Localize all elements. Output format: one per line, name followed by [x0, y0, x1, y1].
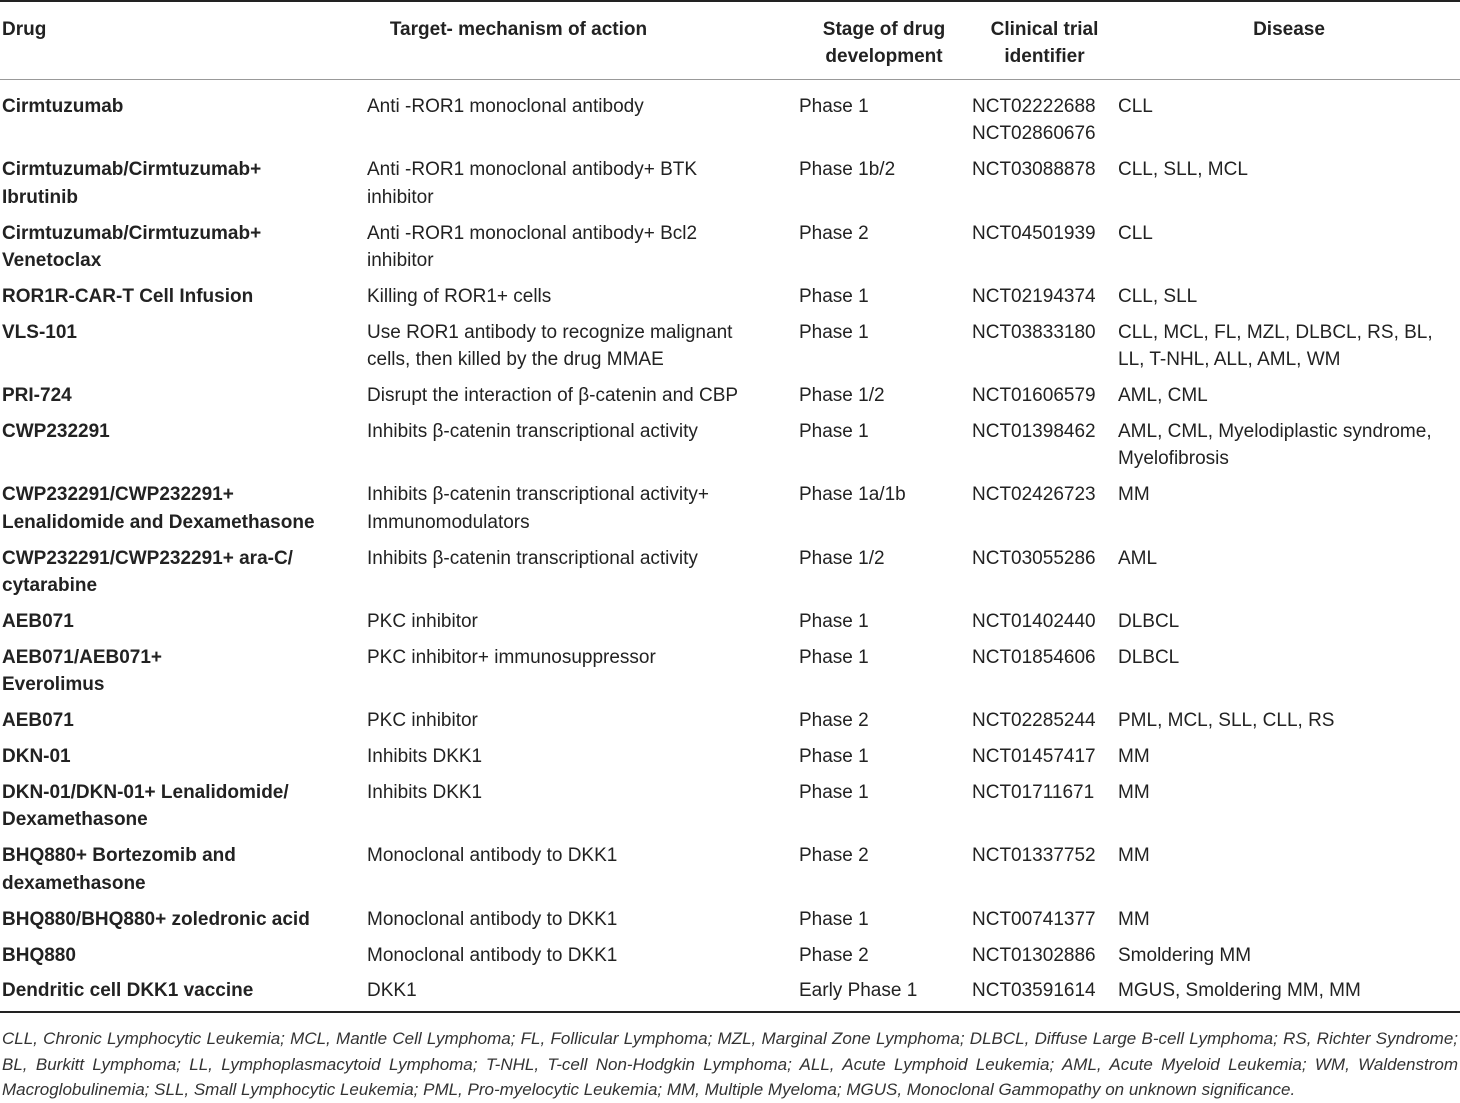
cell-drug-line: VLS-101 — [2, 321, 77, 343]
table-row — [0, 834, 1460, 897]
table-row — [0, 310, 1460, 373]
cell-drug — [0, 80, 366, 148]
cell-disease — [1118, 211, 1460, 274]
header-stage-line2: development — [825, 46, 943, 67]
header-disease: Disease — [1118, 1, 1460, 80]
cell-stage: Phase 1 — [799, 646, 869, 668]
cell-disease-line: AML, CML — [1118, 385, 1208, 407]
cell-drug-line: Cirmtuzumab — [2, 96, 124, 117]
cell-disease — [1118, 933, 1460, 969]
cell-drug — [0, 374, 366, 410]
cell-stage: Phase 1 — [799, 321, 869, 343]
cell-drug-line: AEB071/AEB071+ — [2, 646, 163, 668]
cell-target-line: PKC inhibitor — [367, 611, 478, 632]
cell-target-line: Anti -ROR1 monoclonal antibody+ BTK — [367, 159, 698, 181]
cell-drug-line: PRI-724 — [2, 385, 72, 407]
cell-drug-line: Cirmtuzumab/Cirmtuzumab+ — [2, 159, 262, 181]
cell-drug-line: Venetoclax — [2, 250, 102, 272]
cell-target — [366, 473, 797, 536]
cell-stage: Phase 1b/2 — [799, 159, 896, 181]
cell-trial-line: NCT04501939 — [972, 222, 1096, 244]
cell-target — [366, 80, 797, 148]
cell-disease — [1118, 374, 1460, 410]
cell-target — [366, 310, 797, 373]
cell-drug-line: BHQ880/BHQ880+ zoledronic acid — [2, 908, 310, 930]
cell-disease-line: MM — [1118, 782, 1150, 804]
cell-trial — [971, 735, 1118, 771]
cell-target-line: Anti -ROR1 monoclonal antibody+ Bcl2 — [367, 222, 698, 244]
cell-target — [366, 374, 797, 410]
cell-trial-line: NCT01402440 — [972, 611, 1096, 632]
cell-trial — [971, 211, 1118, 274]
cell-drug-line: Lenalidomide and Dexamethasone — [2, 511, 315, 533]
cell-drug-line: CWP232291/CWP232291+ — [2, 484, 234, 506]
cell-target-line: Inhibits β-catenin transcriptional activity — [367, 421, 698, 443]
header-trial — [971, 1, 1118, 80]
header-drug: Drug — [0, 1, 366, 80]
table-row — [0, 374, 1460, 410]
cell-disease-line: CLL, MCL, FL, MZL, DLBCL, RS, BL, — [1118, 321, 1433, 343]
cell-disease — [1118, 473, 1460, 536]
cell-target-line: Monoclonal antibody to DKK1 — [367, 944, 618, 966]
cell-disease-line: Myelofibrosis — [1118, 448, 1229, 470]
cell-trial-line: NCT02426723 — [972, 484, 1096, 506]
cell-target — [366, 274, 797, 310]
cell-disease-line: MM — [1118, 484, 1150, 506]
header-stage — [797, 1, 971, 80]
cell-drug-line: dexamethasone — [2, 872, 146, 894]
table-row — [0, 80, 1460, 148]
cell-target — [366, 211, 797, 274]
cell-target — [366, 536, 797, 599]
cell-target-line: Killing of ROR1+ cells — [367, 285, 552, 307]
cell-trial — [971, 274, 1118, 310]
cell-target — [366, 969, 797, 1012]
cell-target-line: inhibitor — [367, 250, 434, 272]
cell-drug — [0, 834, 366, 897]
cell-drug — [0, 933, 366, 969]
cell-disease — [1118, 699, 1460, 735]
cell-disease-line: LL, T-NHL, ALL, AML, WM — [1118, 349, 1341, 371]
cell-target-line: PKC inhibitor+ immunosuppressor — [367, 646, 656, 668]
cell-disease — [1118, 148, 1460, 211]
cell-target-line: DKK1 — [367, 980, 417, 1002]
cell-target — [366, 699, 797, 735]
cell-disease-line: CLL, SLL — [1118, 285, 1198, 307]
cell-trial — [971, 600, 1118, 636]
cell-drug — [0, 274, 366, 310]
cell-drug-line: DKN-01 — [2, 746, 71, 768]
header-stage-line1: Stage of drug — [822, 19, 946, 40]
cell-trial — [971, 374, 1118, 410]
cell-stage: Phase 1 — [799, 611, 869, 632]
cell-drug — [0, 699, 366, 735]
cell-trial-line: NCT02194374 — [972, 285, 1096, 307]
table-row — [0, 473, 1460, 536]
cell-trial — [971, 80, 1118, 148]
cell-trial — [971, 933, 1118, 969]
cell-trial — [971, 410, 1118, 473]
table-row — [0, 771, 1460, 834]
header-target: Target- mechanism of action — [366, 1, 797, 80]
cell-stage: Phase 1 — [799, 285, 869, 307]
cell-drug — [0, 536, 366, 599]
cell-target — [366, 933, 797, 969]
cell-stage: Phase 1 — [799, 782, 869, 804]
cell-disease — [1118, 80, 1460, 148]
cell-trial-line: NCT01457417 — [972, 746, 1096, 768]
cell-target-line: Use ROR1 antibody to recognize malignant — [367, 321, 733, 343]
cell-trial-line: NCT01337752 — [972, 845, 1096, 867]
cell-disease-line: CLL — [1118, 96, 1153, 117]
cell-stage: Phase 1/2 — [799, 547, 885, 569]
cell-drug-line: BHQ880+ Bortezomib and — [2, 845, 236, 867]
cell-drug-line: ROR1R-CAR-T Cell Infusion — [2, 285, 254, 307]
table-row — [0, 897, 1460, 933]
table-row — [0, 969, 1460, 1012]
cell-trial-line: NCT01711671 — [972, 782, 1095, 804]
cell-target-line: Monoclonal antibody to DKK1 — [367, 908, 618, 930]
cell-trial-line: NCT03088878 — [972, 159, 1096, 181]
table-row — [0, 410, 1460, 473]
cell-drug — [0, 600, 366, 636]
cell-drug — [0, 473, 366, 536]
cell-disease-line: AML, CML, Myelodiplastic syndrome, — [1118, 421, 1432, 443]
cell-drug — [0, 735, 366, 771]
cell-trial-line: NCT03833180 — [972, 321, 1096, 343]
cell-drug-line: Dendritic cell DKK1 vaccine — [2, 980, 254, 1002]
cell-stage: Phase 1 — [799, 908, 869, 930]
cell-drug-line: CWP232291/CWP232291+ ara-C/ — [2, 547, 293, 569]
cell-trial — [971, 635, 1118, 698]
cell-stage: Phase 1a/1b — [799, 484, 906, 506]
cell-disease — [1118, 274, 1460, 310]
cell-trial-line: NCT01398462 — [972, 421, 1096, 443]
cell-stage: Phase 2 — [799, 222, 869, 244]
cell-target — [366, 735, 797, 771]
cell-disease-line: AML — [1118, 547, 1158, 569]
table-row — [0, 735, 1460, 771]
cell-disease-line: MGUS, Smoldering MM, MM — [1118, 980, 1361, 1002]
cell-target-line: cells, then killed by the drug MMAE — [367, 349, 664, 371]
header-trial-line2: identifier — [1004, 46, 1085, 67]
cell-stage: Phase 1/2 — [799, 385, 885, 407]
cell-drug-line: cytarabine — [2, 575, 98, 597]
cell-trial — [971, 473, 1118, 536]
cell-disease — [1118, 897, 1460, 933]
cell-drug — [0, 635, 366, 698]
cell-drug-line: AEB071 — [2, 611, 74, 632]
cell-stage: Phase 2 — [799, 944, 869, 966]
cell-trial — [971, 310, 1118, 373]
cell-trial-line: NCT01854606 — [972, 646, 1096, 668]
table-row — [0, 699, 1460, 735]
cell-trial-line: NCT01302886 — [972, 944, 1096, 966]
cell-target-line: Inhibits β-catenin transcriptional activity — [367, 547, 698, 569]
table-row — [0, 536, 1460, 599]
cell-stage: Phase 2 — [799, 710, 869, 732]
cell-trial-line: NCT02285244 — [972, 710, 1096, 732]
abbreviations-footnote: CLL, Chronic Lymphocytic Leukemia; MCL, Mantle Cell Lymphoma; FL, Follicular Lymphoma; MZL, Marginal Zone Lymphoma; DLBCL, Diffuse Large B-cell Lymphoma; RS, Richter Syndrome; BL, Burkitt Lymphoma; LL, Lymphoplasmacytoid Lymphoma; T-NHL, T-cell Non-Hodgkin Lymphoma; ALL, Acute Lymphoid Leukemia; AML, Acute Myeloid Leukemia; WM, Waldenstrom Macroglobulinemia; SLL, Small Lymphocytic Leukemia; PML, Pro-myelocytic Leukemia; MM, Multiple Myeloma; MGUS, Monoclonal Gammopathy on unknown significance. — [2, 1028, 1458, 1100]
cell-stage: Phase 1 — [799, 421, 869, 443]
cell-disease — [1118, 771, 1460, 834]
cell-disease-line: MM — [1118, 746, 1150, 768]
table-row — [0, 211, 1460, 274]
cell-target — [366, 148, 797, 211]
cell-drug — [0, 969, 366, 1012]
cell-disease-line: DLBCL — [1118, 646, 1180, 668]
header-row — [0, 1, 1460, 80]
cell-trial-line: NCT03055286 — [972, 547, 1096, 569]
cell-trial — [971, 536, 1118, 599]
cell-drug — [0, 771, 366, 834]
cell-stage: Phase 1 — [799, 96, 869, 117]
cell-disease — [1118, 834, 1460, 897]
cell-trial — [971, 834, 1118, 897]
cell-drug — [0, 211, 366, 274]
cell-disease-line: CLL — [1118, 222, 1153, 244]
cell-disease — [1118, 410, 1460, 473]
cell-trial — [971, 699, 1118, 735]
header-trial-line1: Clinical trial — [990, 19, 1099, 40]
cell-disease-line: Smoldering MM — [1118, 944, 1252, 966]
cell-drug-line: BHQ880 — [2, 944, 76, 966]
cell-drug-line: CWP232291 — [2, 421, 110, 443]
cell-target — [366, 600, 797, 636]
cell-disease-line: PML, MCL, SLL, CLL, RS — [1118, 710, 1335, 732]
cell-trial-line: NCT02860676 — [972, 123, 1096, 145]
table-row — [0, 600, 1460, 636]
cell-disease — [1118, 635, 1460, 698]
table-row — [0, 148, 1460, 211]
cell-drug-line: DKN-01/DKN-01+ Lenalidomide/ — [2, 782, 289, 804]
table-row — [0, 635, 1460, 698]
cell-target-line: Inhibits DKK1 — [367, 782, 483, 804]
cell-drug — [0, 410, 366, 473]
cell-trial — [971, 771, 1118, 834]
cell-drug — [0, 148, 366, 211]
cell-trial-line: NCT01606579 — [972, 385, 1096, 407]
cell-drug — [0, 897, 366, 933]
cell-disease — [1118, 735, 1460, 771]
cell-drug-line: Cirmtuzumab/Cirmtuzumab+ — [2, 222, 262, 244]
cell-trial-line: NCT03591614 — [972, 980, 1096, 1002]
cell-target-line: Immunomodulators — [367, 511, 530, 533]
cell-drug-line: AEB071 — [2, 710, 74, 732]
cell-trial — [971, 897, 1118, 933]
cell-trial-line: NCT00741377 — [972, 908, 1096, 930]
cell-stage: Early Phase 1 — [797, 969, 971, 1012]
cell-target — [366, 834, 797, 897]
cell-disease — [1118, 310, 1460, 373]
cell-drug — [0, 310, 366, 373]
cell-target-line: Anti -ROR1 monoclonal antibody — [367, 96, 644, 117]
cell-trial — [971, 148, 1118, 211]
table-row — [0, 274, 1460, 310]
cell-target — [366, 635, 797, 698]
cell-target-line: PKC inhibitor — [367, 710, 478, 732]
table-body — [0, 80, 1460, 1012]
cell-target — [366, 897, 797, 933]
cell-trial-line: NCT02222688 — [972, 96, 1096, 117]
cell-target-line: Inhibits β-catenin transcriptional activity+ — [367, 484, 709, 506]
cell-disease-line: CLL, SLL, MCL — [1118, 159, 1248, 181]
cell-target — [366, 410, 797, 473]
cell-target-line: Disrupt the interaction of β-catenin and CBP — [367, 385, 739, 407]
cell-target-line: Monoclonal antibody to DKK1 — [367, 845, 618, 867]
cell-stage: Phase 2 — [799, 845, 869, 867]
cell-disease — [1118, 600, 1460, 636]
cell-trial — [971, 969, 1118, 1012]
cell-target-line: Inhibits DKK1 — [367, 746, 483, 768]
cell-disease-line: MM — [1118, 908, 1150, 930]
cell-drug-line: Everolimus — [2, 674, 105, 696]
table-row — [0, 933, 1460, 969]
cell-target-line: inhibitor — [367, 186, 434, 208]
cell-disease-line: MM — [1118, 845, 1150, 867]
cell-drug-line: Dexamethasone — [2, 809, 148, 831]
cell-disease — [1118, 536, 1460, 599]
cell-stage: Phase 1 — [799, 746, 869, 768]
cell-target — [366, 771, 797, 834]
cell-disease — [1118, 969, 1460, 1012]
cell-disease-line: DLBCL — [1118, 611, 1180, 632]
cell-drug-line: Ibrutinib — [2, 186, 78, 208]
